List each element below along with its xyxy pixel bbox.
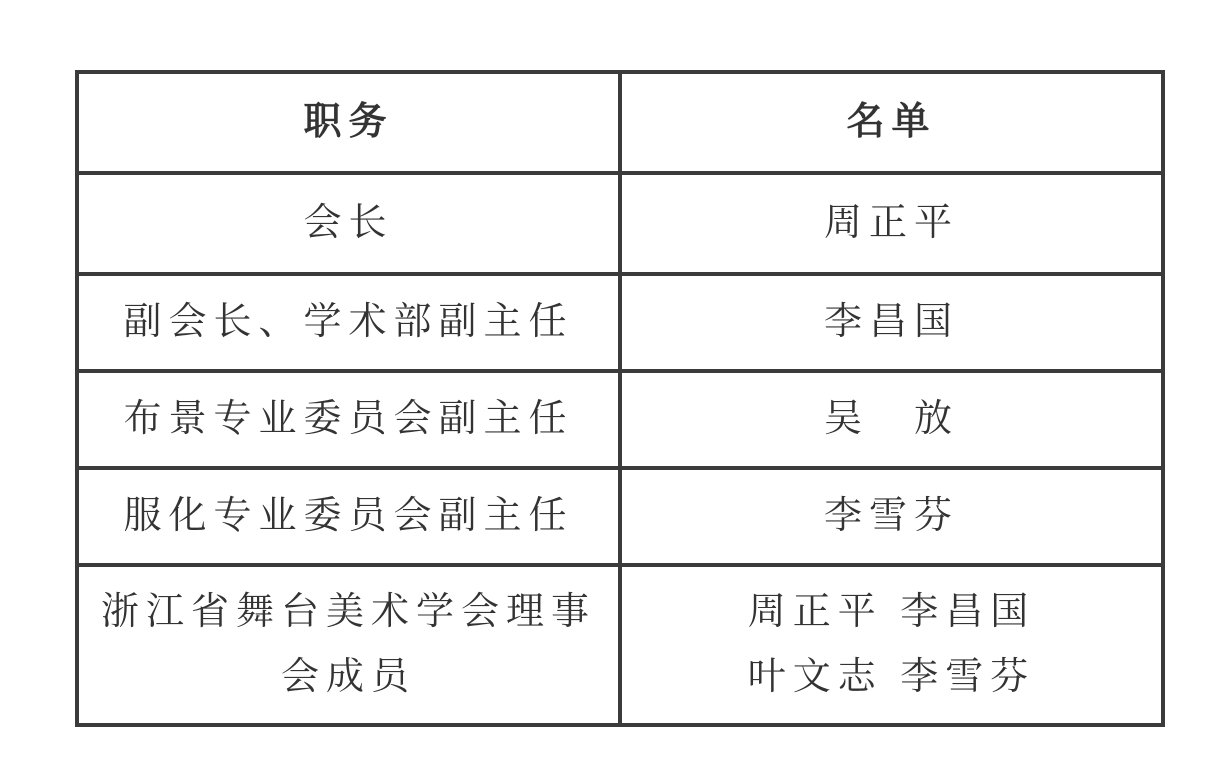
names-line: 周正平 李昌国 (747, 591, 1036, 634)
table-row (77, 468, 1163, 565)
cell-names: 李雪芬 (620, 468, 1163, 565)
cell-names: 吴 放 (620, 371, 1163, 468)
cell-names: 李昌国 (620, 274, 1163, 371)
roster-table (75, 70, 1165, 727)
cell-names (620, 565, 1163, 725)
cell-position: 服化专业委员会副主任 (77, 468, 620, 565)
table-row (77, 274, 1163, 371)
cell-position: 副会长、学术部副主任 (77, 274, 620, 371)
table-row (77, 173, 1163, 274)
cell-position: 布景专业委员会副主任 (77, 371, 620, 468)
table-row (77, 371, 1163, 468)
names-line: 叶文志 李雪芬 (747, 656, 1036, 698)
cell-position: 浙江省舞台美术学会理事会成员 (77, 565, 620, 725)
header-position: 职务 (77, 72, 620, 173)
table-row (77, 565, 1163, 725)
cell-position: 会长 (77, 173, 620, 274)
cell-names: 周正平 (620, 173, 1163, 274)
header-names: 名单 (620, 72, 1163, 173)
table-header-row (77, 72, 1163, 173)
